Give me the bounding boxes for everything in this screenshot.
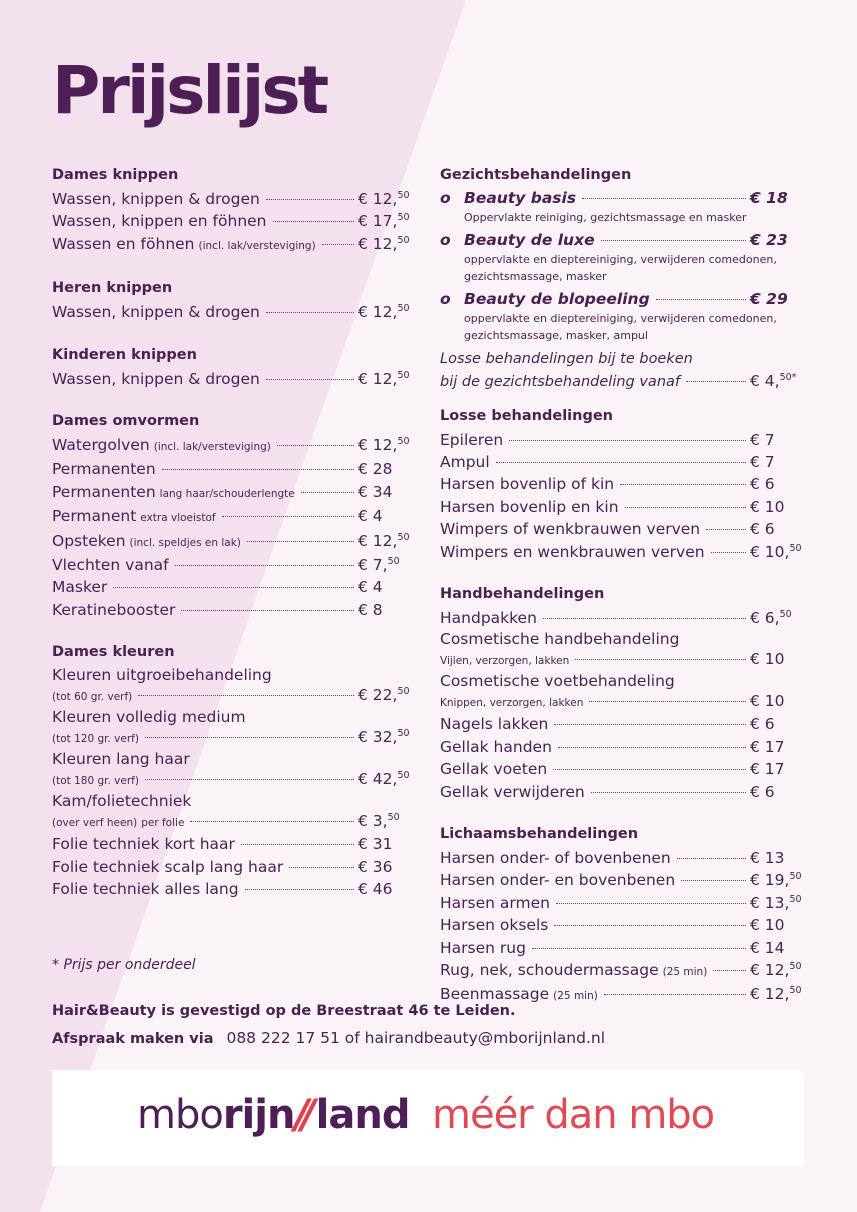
bullet-marker: o — [440, 189, 451, 207]
price-row — [440, 713, 802, 735]
price-superscript: 50 — [789, 542, 802, 554]
price-row — [440, 649, 802, 671]
price — [358, 368, 410, 390]
price-superscript: 50 — [789, 985, 802, 997]
price-superscript: 50 — [397, 770, 410, 782]
contact-value[interactable]: 088 222 17 51 of hairandbeauty@mborijnland.nl — [226, 1029, 606, 1047]
price — [750, 959, 802, 981]
item-label: Keratinebooster — [52, 600, 176, 619]
item-label: Gellak verwijderen — [440, 782, 585, 801]
price-value: € 6 — [750, 520, 775, 539]
item-label: Harsen rug — [440, 938, 526, 957]
price-superscript: 50 — [789, 893, 802, 905]
item-note-extra: per folie — [141, 817, 185, 830]
item-description — [464, 251, 802, 286]
price — [358, 599, 410, 621]
tagline: méér dan mbo — [432, 1092, 715, 1138]
price-row — [52, 301, 410, 323]
price-value: € 12, — [358, 303, 398, 322]
price — [358, 481, 410, 503]
item-label: Folie techniek scalp lang haar — [52, 857, 284, 876]
price-value: € 7 — [750, 452, 775, 471]
dot-leader — [289, 867, 354, 868]
dot-leader — [677, 858, 746, 859]
logo-slash: // — [294, 1092, 308, 1138]
price — [358, 210, 410, 232]
price-value: € 34 — [358, 482, 393, 501]
price — [750, 370, 802, 392]
section-losse-behandelingen — [440, 407, 802, 563]
item-label: Folie techniek kort haar — [52, 835, 235, 854]
price-superscript: 50 — [397, 531, 410, 543]
footnote: * Prijs per onderdeel — [52, 957, 196, 973]
price-value: € 8 — [358, 600, 383, 619]
price-value: € 10 — [750, 650, 785, 669]
item-label: Harsen onder- en bovenbenen — [440, 871, 676, 890]
item-description — [464, 310, 802, 345]
price-value: € 13 — [750, 848, 785, 867]
price-row — [440, 429, 802, 451]
price-value: € 12, — [358, 531, 398, 550]
price — [358, 233, 410, 255]
dot-leader — [558, 747, 746, 748]
price — [750, 713, 802, 735]
bullet-marker: o — [440, 289, 451, 308]
dot-leader — [509, 440, 746, 441]
item-note: (incl. speldjes en lak) — [129, 536, 241, 549]
price-row — [52, 576, 410, 598]
dot-leader — [686, 381, 746, 382]
item-label: Wassen, knippen en föhnen — [52, 212, 267, 231]
logo-part-land: land — [315, 1092, 410, 1138]
price-row — [440, 473, 802, 495]
price: € 23 — [750, 230, 788, 249]
footer-logo-bar — [52, 1070, 804, 1166]
price-row — [440, 607, 802, 629]
price-superscript: 50 — [789, 871, 802, 883]
price-row — [440, 758, 802, 780]
item-note: (incl. lak/versteviging) — [153, 441, 271, 454]
section-title: Gezichtsbehandelingen — [440, 167, 632, 183]
price — [750, 983, 802, 1005]
price-superscript: 50 — [387, 812, 400, 824]
section-kinderen-knippen — [52, 346, 410, 390]
dot-leader — [543, 618, 746, 619]
price-superscript: 50 — [397, 728, 410, 740]
price-value: € 4 — [358, 578, 383, 597]
price-value: € 3, — [358, 812, 388, 831]
dot-leader — [532, 948, 746, 949]
item-label: Wimpers en wenkbrauwen verven — [440, 542, 705, 561]
dot-leader — [582, 198, 746, 199]
dot-leader — [190, 821, 354, 822]
logo-part-rijn: rijn — [222, 1092, 295, 1138]
dot-leader — [556, 903, 746, 904]
price — [750, 869, 802, 891]
item-label: Wassen, knippen & drogen — [52, 190, 260, 208]
price-row — [440, 869, 802, 891]
item-label: Cosmetische voetbehandeling — [440, 672, 675, 691]
price — [750, 736, 802, 758]
price-superscript: 50 — [387, 556, 400, 568]
price-value: € 10 — [750, 916, 785, 935]
price-value: € 7 — [750, 430, 775, 449]
price-row — [440, 781, 802, 803]
price-value: € 6 — [750, 475, 775, 494]
price-value: € 12, — [358, 190, 398, 208]
price-superscript: 50 — [397, 212, 410, 224]
beauty-item — [440, 230, 802, 251]
dot-leader — [575, 659, 746, 660]
dot-leader — [711, 552, 746, 553]
price-row — [52, 210, 410, 232]
price-value: € 17 — [750, 760, 785, 779]
item-label: Cosmetische handbehandeling — [440, 630, 680, 649]
item-label: Kleuren lang haar — [52, 750, 190, 769]
dot-leader — [277, 445, 354, 446]
dot-leader — [301, 492, 354, 493]
price-row — [52, 530, 410, 554]
section-lichaamsbehandelingen — [440, 825, 802, 1008]
price-row — [52, 368, 410, 390]
price-row — [52, 833, 410, 855]
dot-leader — [241, 844, 354, 845]
dot-leader — [620, 484, 746, 485]
item-label: Beauty de blopeeling — [464, 289, 650, 308]
price-value: € 36 — [358, 857, 393, 876]
section-title: Dames knippen — [52, 167, 179, 183]
dot-leader — [625, 507, 746, 508]
losse-note-row — [440, 370, 802, 393]
price-row — [52, 811, 410, 833]
item-label: Epileren — [440, 430, 504, 449]
dot-leader — [554, 724, 746, 725]
price-superscript: 50 — [397, 190, 410, 201]
item-label: Ampul — [440, 452, 490, 471]
beauty-item — [440, 289, 802, 310]
dot-leader — [713, 970, 746, 971]
description-line: oppervlakte en dieptereiniging, verwijderen comedonen, — [464, 311, 777, 325]
dot-leader — [222, 516, 354, 517]
price-value: € 6 — [750, 782, 775, 801]
item-note: (tot 180 gr. verf) — [52, 775, 139, 788]
item-label: Permanenten — [52, 482, 156, 501]
price — [750, 937, 802, 959]
description-line: oppervlakte en dieptereiniging, verwijderen comedonen, — [464, 252, 777, 266]
price-value: € 32, — [358, 728, 398, 747]
price — [750, 451, 802, 473]
losse-note-line1: Losse behandelingen bij te boeken — [440, 350, 693, 367]
price-row — [52, 856, 410, 878]
price — [358, 188, 410, 210]
dot-leader — [706, 529, 746, 530]
dot-leader — [266, 199, 354, 200]
price-row — [440, 847, 802, 869]
price-row — [52, 878, 410, 900]
price — [750, 847, 802, 869]
description-line: Oppervlakte reiniging, gezichtsmassage en masker — [464, 211, 747, 224]
dot-leader — [273, 221, 354, 222]
price — [358, 530, 410, 552]
item-label: Permanent — [52, 507, 137, 526]
price — [358, 685, 410, 705]
item-label: Rug, nek, schoudermassage — [440, 961, 659, 979]
price-value: € 14 — [750, 938, 785, 957]
price — [750, 914, 802, 936]
item-label: Masker — [52, 578, 108, 597]
item-note: lang haar/schouderlengte — [159, 487, 295, 500]
contact-label: Afspraak maken via — [52, 1031, 214, 1047]
price — [750, 649, 802, 669]
section-title: Heren knippen — [52, 280, 173, 297]
section-title: Dames kleuren — [52, 644, 175, 661]
price — [358, 769, 410, 789]
price-superscript: 50 — [789, 961, 802, 972]
dot-leader — [138, 695, 354, 696]
price-row — [52, 458, 410, 480]
address-text: Hair&Beauty is gevestigd op de Breestraat 46 te Leiden. — [52, 1003, 516, 1019]
price-value: € 6, — [750, 608, 780, 627]
price-value: € 22, — [358, 686, 398, 705]
price-value: € 46 — [358, 880, 393, 899]
item-label: Harsen onder- of bovenbenen — [440, 848, 671, 867]
dot-leader — [266, 312, 354, 313]
price-superscript: 50 — [779, 608, 792, 620]
price-value: € 7, — [358, 556, 388, 575]
price-value: € 10, — [750, 542, 790, 561]
item-label: Harsen bovenlip en kin — [440, 497, 619, 516]
dot-leader — [266, 379, 354, 380]
price — [750, 781, 802, 803]
price-value: € 12, — [750, 961, 790, 979]
section-dames-omvormen — [52, 412, 410, 621]
price-value: € 17 — [750, 737, 785, 756]
item-label: Vlechten vanaf — [52, 556, 169, 575]
price — [750, 607, 802, 629]
item-note: (25 min) — [553, 990, 598, 1003]
price — [358, 301, 410, 323]
section-heren-knippen — [52, 279, 410, 323]
price-row — [52, 481, 410, 505]
price-row — [440, 451, 802, 473]
item-note: (tot 120 gr. verf) — [52, 733, 139, 746]
item-label: Wassen en föhnen — [52, 234, 195, 253]
contact-line — [52, 1029, 605, 1047]
price-row — [52, 727, 410, 749]
item-note: (tot 60 gr. verf) — [52, 691, 133, 704]
price-row — [440, 937, 802, 959]
price-value: € 19, — [750, 871, 790, 890]
price — [750, 429, 802, 451]
item-label: Kleuren volledig medium — [52, 708, 246, 727]
dot-leader — [681, 880, 746, 881]
item-label: Beenmassage — [440, 985, 550, 1004]
price-value: € 17, — [358, 212, 398, 231]
price — [358, 554, 410, 576]
price-value: € 4 — [358, 507, 383, 526]
price-row — [440, 959, 802, 983]
dot-leader — [113, 587, 354, 588]
price-value: € 10 — [750, 692, 785, 711]
price: € 29 — [750, 289, 788, 308]
description-line: gezichtsmassage, masker, ampul — [464, 329, 648, 342]
price-row — [440, 518, 802, 540]
section-dames-knippen — [52, 166, 410, 257]
price-row — [52, 599, 410, 621]
left-column — [52, 166, 410, 923]
logo-part-mbo: mbo — [137, 1092, 223, 1138]
item-description — [464, 209, 802, 227]
item-label: Harsen bovenlip of kin — [440, 475, 615, 494]
price-row — [440, 691, 802, 713]
price — [750, 758, 802, 780]
item-label: Folie techniek alles lang — [52, 880, 239, 899]
section-title: Lichaamsbehandelingen — [440, 825, 639, 842]
price — [358, 576, 410, 598]
dot-leader — [589, 701, 746, 702]
item-note: extra vloeistof — [140, 512, 216, 525]
dot-leader — [601, 240, 746, 241]
item-note: (25 min) — [662, 966, 708, 978]
price-row — [52, 188, 410, 210]
price-row — [52, 505, 410, 529]
price — [358, 727, 410, 747]
dot-leader — [591, 792, 746, 793]
dot-leader — [553, 769, 746, 770]
item-note: Vijlen, verzorgen, lakken — [440, 655, 570, 668]
price — [358, 878, 410, 900]
price-superscript: 50 — [397, 303, 410, 315]
price-superscript: 50 — [397, 369, 410, 381]
item-label: Wassen, knippen & drogen — [52, 303, 260, 322]
dot-leader — [145, 737, 354, 738]
section-title: Handbehandelingen — [440, 585, 605, 602]
item-label: Watergolven — [52, 436, 150, 455]
price — [358, 856, 410, 878]
item-note: (incl. lak/versteviging) — [198, 239, 316, 252]
price-superscript: 50 — [397, 686, 410, 698]
price: € 18 — [750, 189, 788, 207]
item-label: Permanenten — [52, 460, 156, 479]
section-title: Dames omvormen — [52, 413, 200, 430]
item-label: Nagels lakken — [440, 715, 549, 734]
page-title: Prijslijst — [52, 52, 327, 129]
price-row — [440, 892, 802, 914]
dot-leader — [145, 779, 354, 780]
price-row — [440, 736, 802, 758]
item-label: Gellak handen — [440, 737, 552, 756]
section-title: Losse behandelingen — [440, 407, 614, 424]
dot-leader — [496, 462, 746, 463]
price-value: € 42, — [358, 770, 398, 789]
price-value: € 31 — [358, 835, 393, 854]
price-superscript: 50 — [397, 436, 410, 448]
right-column — [440, 166, 802, 1030]
dot-leader — [181, 610, 354, 611]
price-row — [52, 554, 410, 576]
item-label: Kam/folietechniek — [52, 792, 192, 811]
item-label: Wimpers of wenkbrauwen verven — [440, 520, 701, 539]
item-label: Handpakken — [440, 608, 537, 627]
price-row — [440, 914, 802, 936]
item-label: Gellak voeten — [440, 760, 548, 779]
price — [750, 541, 802, 563]
price — [750, 518, 802, 540]
item-label: Wassen, knippen & drogen — [52, 369, 260, 388]
dot-leader — [554, 925, 746, 926]
losse-note-line2: bij de gezichtsbehandeling vanaf — [440, 373, 680, 390]
section-handbehandelingen — [440, 585, 802, 803]
price-value: € 28 — [358, 460, 393, 479]
mborijnland-logo — [137, 1090, 409, 1140]
item-note: Knippen, verzorgen, lakken — [440, 697, 584, 710]
price-row — [52, 685, 410, 707]
dot-leader — [245, 889, 354, 890]
price-value: € 10 — [750, 497, 785, 516]
price-value: € 12, — [358, 234, 398, 253]
item-label: Opsteken — [52, 531, 126, 550]
price — [358, 505, 410, 527]
item-label: Kleuren uitgroeibehandeling — [52, 666, 272, 685]
price — [750, 496, 802, 518]
price-value: € 12, — [750, 985, 790, 1004]
price — [750, 892, 802, 914]
price-superscript: 50* — [779, 371, 797, 383]
item-label: Harsen oksels — [440, 916, 549, 935]
price — [750, 691, 802, 711]
price — [358, 458, 410, 480]
section-gezichtsbehandelingen — [440, 166, 802, 393]
price — [750, 473, 802, 495]
price-row — [52, 769, 410, 791]
item-label: Beauty de luxe — [464, 230, 595, 249]
price-value: € 12, — [358, 436, 398, 455]
price-value: € 12, — [358, 369, 398, 388]
price-row — [52, 233, 410, 257]
section-title: Kinderen knippen — [52, 346, 197, 363]
dot-leader — [322, 244, 354, 245]
price — [358, 833, 410, 855]
price-row — [440, 541, 802, 563]
price — [358, 811, 410, 831]
section-dames-kleuren — [52, 643, 410, 900]
dot-leader — [604, 994, 746, 995]
item-label: Beauty basis — [464, 189, 577, 207]
bullet-marker: o — [440, 230, 451, 249]
dot-leader — [175, 565, 354, 566]
price-value: € 13, — [750, 893, 790, 912]
price-value: € 4, — [750, 371, 780, 390]
price-row — [440, 496, 802, 518]
beauty-item — [440, 188, 802, 209]
item-note: (over verf heen) — [52, 817, 138, 830]
price — [358, 434, 410, 456]
dot-leader — [656, 299, 746, 300]
dot-leader — [247, 541, 354, 542]
price-row — [52, 434, 410, 458]
price-superscript: 50 — [397, 234, 410, 246]
description-line: gezichtsmassage, masker — [464, 270, 607, 283]
dot-leader — [162, 469, 354, 470]
item-label: Harsen armen — [440, 893, 550, 912]
price-value: € 6 — [750, 715, 775, 734]
